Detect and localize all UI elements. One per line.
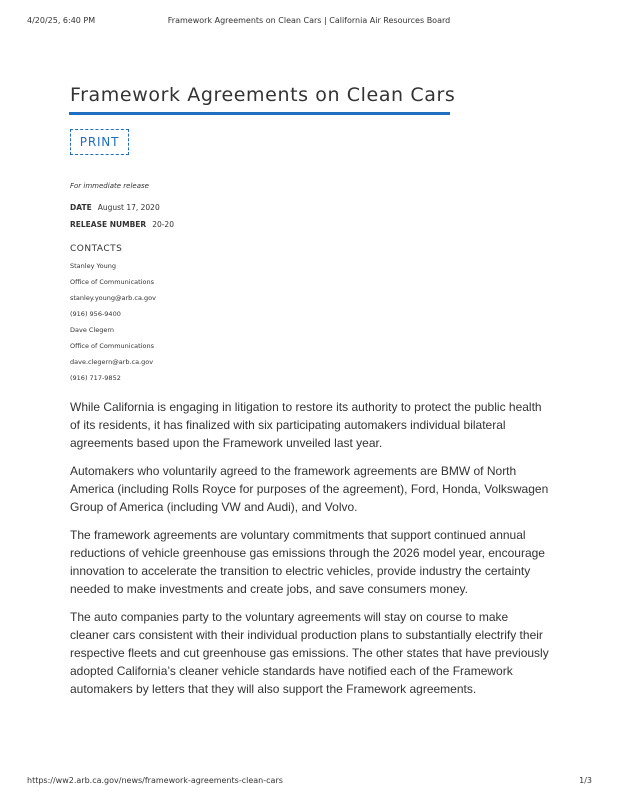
contact-email-link[interactable]: stanley.young@arb.ca.gov xyxy=(70,294,156,302)
contact-office: Office of Communications xyxy=(70,278,154,286)
contacts-heading: CONTACTS xyxy=(70,244,123,254)
body-paragraph: The auto companies party to the voluntary agreements will stay on course to make cleaner cars consistent with their individual production plans to substantially electrify their respective fleets and cut greenhouse gas emissions. The other states that have previously adopted California’s cleaner vehicle standards have notified each of the Framework automakers by letters that they will also support the Framework agreements. xyxy=(70,610,549,696)
contact-name: Stanley Young xyxy=(70,262,116,270)
body-paragraph: Automakers who voluntarily agreed to the framework agreements are BMW of North America (including Rolls Royce for purposes of the agreement), Ford, Honda, Volkswagen Group of America (including VW and Audi), and Volvo. xyxy=(70,464,549,514)
date-label: DATE xyxy=(70,203,92,212)
page-url: https://ww2.arb.ca.gov/news/framework-agreements-clean-cars xyxy=(27,776,283,785)
page-number: 1/3 xyxy=(579,776,592,785)
release-number-value: 20-20 xyxy=(152,220,174,229)
article-body xyxy=(70,398,550,708)
body-paragraph: While California is engaging in litigation to restore its authority to protect the public health of its residents, it has finalized with six participating automakers individual bilateral agreements based upon the Framework unveiled last year. xyxy=(70,400,542,450)
contact-phone: (916) 956-9400 xyxy=(70,310,121,318)
print-button[interactable]: PRINT xyxy=(70,129,129,155)
page-title: Framework Agreements on Clean Cars xyxy=(70,84,456,106)
print-document-title: Framework Agreements on Clean Cars | California Air Resources Board xyxy=(167,16,451,25)
contact-phone: (916) 717-9852 xyxy=(70,374,121,382)
release-note: For immediate release xyxy=(70,182,149,190)
print-header xyxy=(0,16,618,28)
body-paragraph: The framework agreements are voluntary commitments that support continued annual reductions of vehicle greenhouse gas emissions through the 2026 model year, encourage innovation to accelerate the transition to electric vehicles, provide industry the certainty needed to make investments and create jobs, and save consumers money. xyxy=(70,528,545,596)
date-value: August 17, 2020 xyxy=(97,203,160,212)
release-number-label: RELEASE NUMBER xyxy=(70,220,147,229)
contact-email-link[interactable]: dave.clegern@arb.ca.gov xyxy=(70,358,154,366)
contact-name: Dave Clegern xyxy=(70,326,115,334)
print-footer xyxy=(0,776,618,788)
release-number-row xyxy=(70,220,174,229)
contact-office: Office of Communications xyxy=(70,342,154,350)
title-underline xyxy=(69,112,450,115)
date-row xyxy=(70,203,160,212)
print-timestamp: 4/20/25, 6:40 PM xyxy=(27,16,96,25)
